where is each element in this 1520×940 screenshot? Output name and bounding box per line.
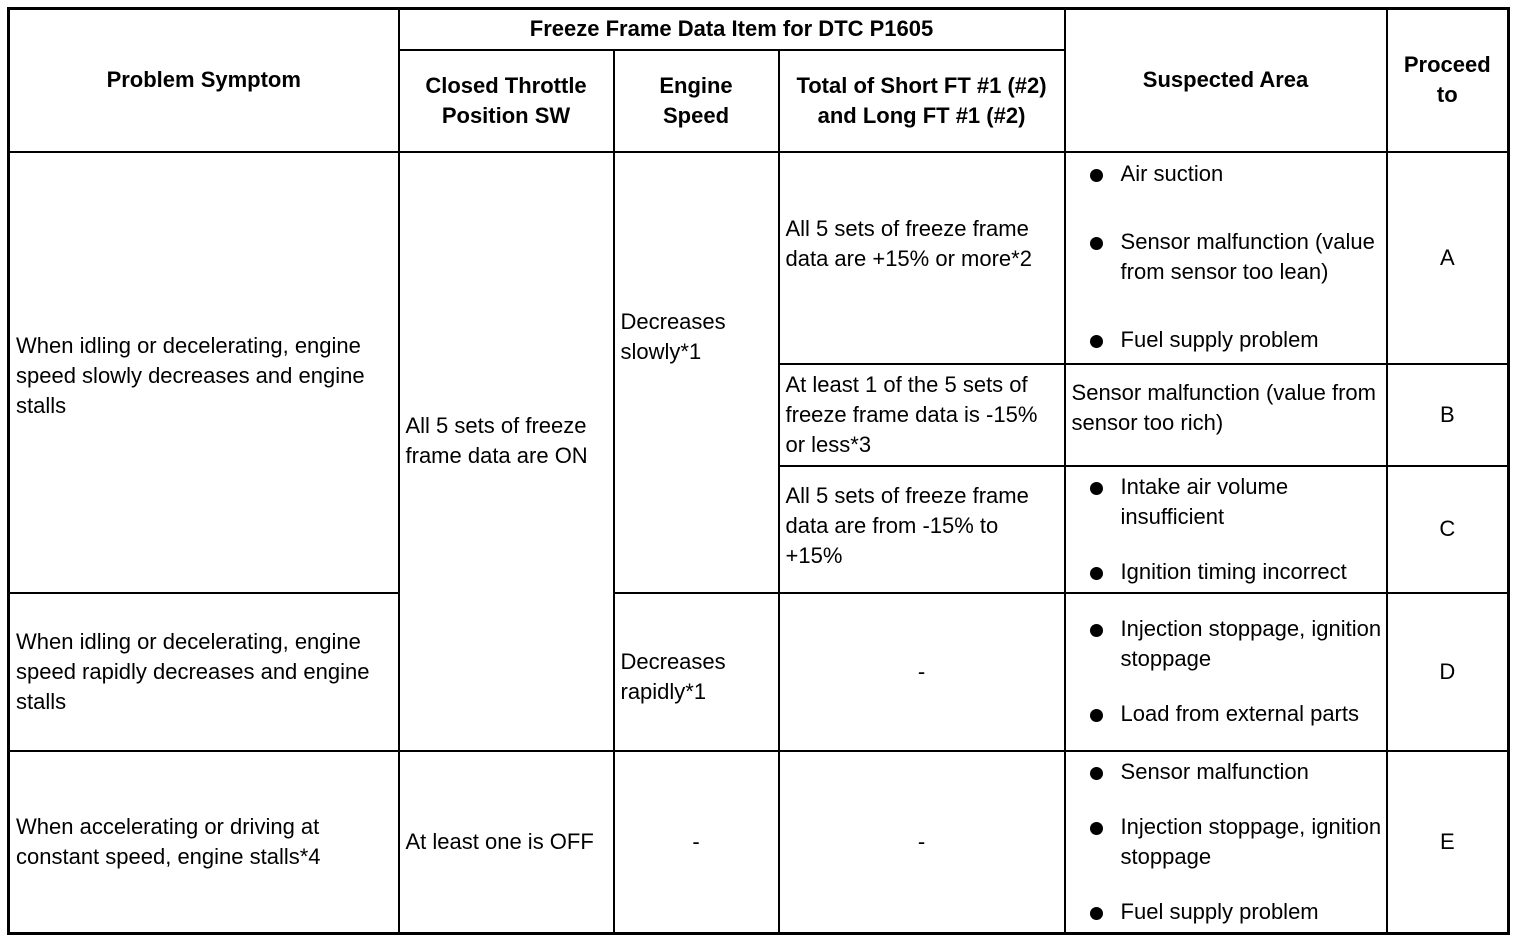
header-problem-symptom: Problem Symptom [9, 9, 399, 152]
suspected-area-item: Sensor malfunction (value from sensor too lean) [1087, 227, 1382, 287]
fuel-trim-cell-d: - [779, 593, 1065, 751]
engine-speed-cell-3: - [614, 751, 779, 934]
proceed-cell-c: C [1387, 466, 1509, 593]
symptom-cell-3: When accelerating or driving at constant speed, engine stalls*4 [9, 751, 399, 934]
engine-speed-cell-1: Decreases slowly*1 [614, 152, 779, 593]
header-closed-throttle: Closed Throttle Position SW [399, 50, 614, 152]
suspected-area-item: Sensor malfunction [1087, 757, 1382, 787]
fuel-trim-cell-a: All 5 sets of freeze frame data are +15% or more*2 [779, 152, 1065, 364]
fuel-trim-cell-e: - [779, 751, 1065, 934]
proceed-cell-b: B [1387, 364, 1509, 466]
fuel-trim-cell-c: All 5 sets of freeze frame data are from -15% to +15% [779, 466, 1065, 593]
engine-speed-cell-2: Decreases rapidly*1 [614, 593, 779, 751]
suspected-area-item: Air suction [1087, 159, 1382, 189]
header-fuel-trim: Total of Short FT #1 (#2) and Long FT #1 (#2) [779, 50, 1065, 152]
suspected-area-item: Intake air volume insufficient [1087, 472, 1382, 532]
suspected-area-item: Fuel supply problem [1087, 897, 1382, 927]
suspected-area-item: Fuel supply problem [1087, 325, 1382, 355]
suspected-area-list-e [1066, 757, 1386, 927]
header-engine-speed: Engine Speed [614, 50, 779, 152]
suspected-area-list-a [1066, 159, 1386, 355]
symptom-cell-1: When idling or decelerating, engine speed slowly decreases and engine stalls [9, 152, 399, 593]
suspected-area-cell-e [1065, 751, 1387, 934]
suspected-area-item: Injection stoppage, ignition stoppage [1087, 614, 1382, 674]
throttle-cell-2: At least one is OFF [399, 751, 614, 934]
suspected-area-item: Load from external parts [1087, 699, 1382, 729]
suspected-area-cell-b: Sensor malfunction (value from sensor too rich) [1065, 364, 1387, 466]
header-freeze-frame: Freeze Frame Data Item for DTC P1605 [399, 9, 1065, 50]
suspected-area-cell-d [1065, 593, 1387, 751]
suspected-area-cell-a [1065, 152, 1387, 364]
suspected-area-item: Ignition timing incorrect [1087, 557, 1382, 587]
proceed-cell-d: D [1387, 593, 1509, 751]
diagnostic-table [7, 7, 1510, 935]
proceed-cell-a: A [1387, 152, 1509, 364]
fuel-trim-cell-b: At least 1 of the 5 sets of freeze frame data is -15% or less*3 [779, 364, 1065, 466]
symptom-cell-2: When idling or decelerating, engine speed rapidly decreases and engine stalls [9, 593, 399, 751]
suspected-area-item: Injection stoppage, ignition stoppage [1087, 812, 1382, 872]
throttle-cell-1: All 5 sets of freeze frame data are ON [399, 152, 614, 751]
suspected-area-list-d [1066, 614, 1386, 729]
suspected-area-cell-c [1065, 466, 1387, 593]
suspected-area-list-c [1066, 472, 1386, 587]
proceed-cell-e: E [1387, 751, 1509, 934]
header-suspected-area: Suspected Area [1065, 9, 1387, 152]
header-proceed-to: Proceed to [1387, 9, 1509, 152]
